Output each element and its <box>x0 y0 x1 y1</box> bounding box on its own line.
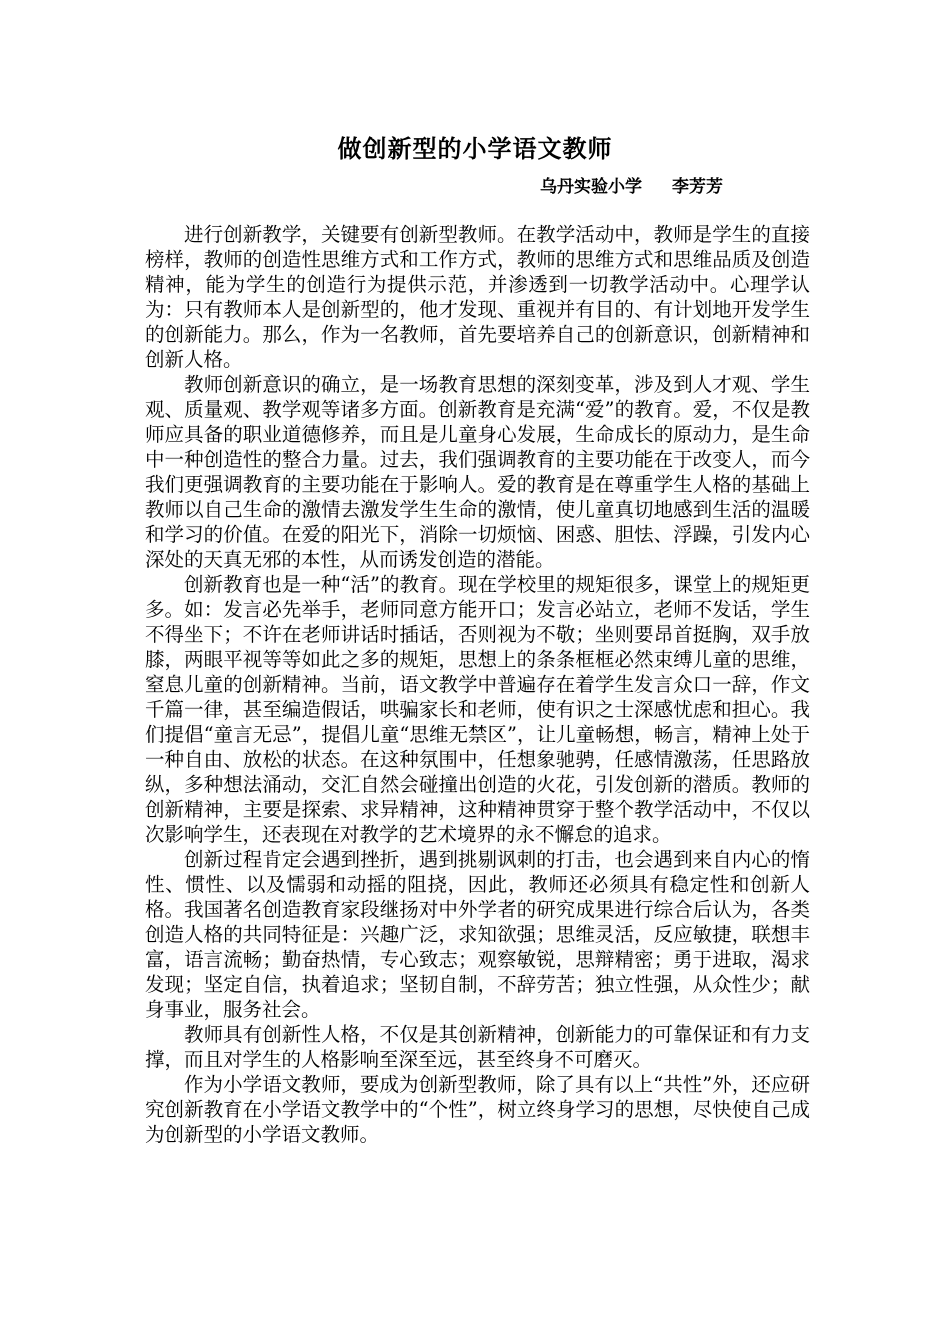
paragraph: 创新过程肯定会遇到挫折，遇到挑剔讽刺的打击，也会遇到来自内心的惰性、惯性、以及懦弱和动摇的阻挠，因此，教师还必须具有稳定性和创新人格。我国著名创造教育家段继扬对中外学者的研究成果进行综合后认为，各类创造人格的共同特征是：兴趣广泛，求知欲强；思维灵活，反应敏捷，联想丰富，语言流畅；勤奋热情，专心致志；观察敏锐，思辩精密；勇于进取，渴求发现；坚定自信，执着追求；坚韧自制，不辞劳苦；独立性强，从众性少；献身事业，服务社会。 <box>145 848 810 1021</box>
paragraph: 教师创新意识的确立，是一场教育思想的深刻变革，涉及到人才观、学生观、质量观、教学观等诸多方面。创新教育是充满“爱”的教育。爱，不仅是教师应具备的职业道德修养，而且是儿童身心发展，生命成长的原动力，是生命中一种创造性的整合力量。过去，我们强调教育的主要功能在于改变人，而今我们更强调教育的主要功能在于影响人。爱的教育是在尊重学生人格的基础上教师以自己生命的激情去激发学生生命的激情，使儿童真切地感到生活的温暖和学习的价值。在爱的阳光下，消除一切烦恼、困惑、胆怯、浮躁，引发内心深处的天真无邪的本性，从而诱发创造的潜能。 <box>145 373 810 571</box>
byline <box>540 174 723 200</box>
paragraph: 创新教育也是一种“活”的教育。现在学校里的规矩很多，课堂上的规矩更多。如：发言必先举手，老师同意方能开口；发言必站立，老师不发话，学生不得坐下；不许在老师讲话时插话，否则视为不敬；坐则要昂首挺胸，双手放膝，两眼平视等等如此之多的规矩，思想上的条条框框必然束缚儿童的思维，窒息儿童的创新精神。当前，语文教学中普遍存在着学生发言众口一辞，作文千篇一律，甚至编造假话，哄骗家长和老师，使有识之士深感忧虑和担心。我们提倡“童言无忌”，提倡儿童“思维无禁区”，让儿童畅想，畅言，精神上处于一种自由、放松的状态。在这种氛围中，任想象驰骋，任感情激荡，任思路放纵，多种想法涌动，交汇自然会碰撞出创造的火花，引发创新的潜质。教师的创新精神，主要是探索、求异精神，这种精神贯穿于整个教学活动中，不仅以次影响学生，还表现在对教学的艺术境界的永不懈怠的追求。 <box>145 573 810 846</box>
paragraph: 教师具有创新性人格，不仅是其创新精神，创新能力的可靠保证和有力支撑，而且对学生的人格影响至深至远，甚至终身不可磨灭。 <box>145 1023 810 1071</box>
document-title: 做创新型的小学语文教师 <box>337 135 613 163</box>
school-name: 乌丹实验小学 <box>540 177 642 197</box>
article-body <box>145 222 810 1147</box>
author-name: 李芳芳 <box>672 177 723 197</box>
paragraph: 进行创新教学，关键要有创新型教师。在教学活动中，教师是学生的直接榜样，教师的创造性思维方式和工作方式，教师的思维方式和思维品质及创造精神，能为学生的创造行为提供示范，并渗透到一切教学活动中。心理学认为：只有教师本人是创新型的，他才发现、重视并有目的、有计划地开发学生的创新能力。那么，作为一名教师，首先要培养自己的创新意识，创新精神和创新人格。 <box>145 223 810 371</box>
paragraph: 作为小学语文教师，要成为创新型教师，除了具有以上“共性”外，还应研究创新教育在小学语文教学中的“个性”，树立终身学习的思想，尽快使自己成为创新型的小学语文教师。 <box>145 1073 810 1146</box>
